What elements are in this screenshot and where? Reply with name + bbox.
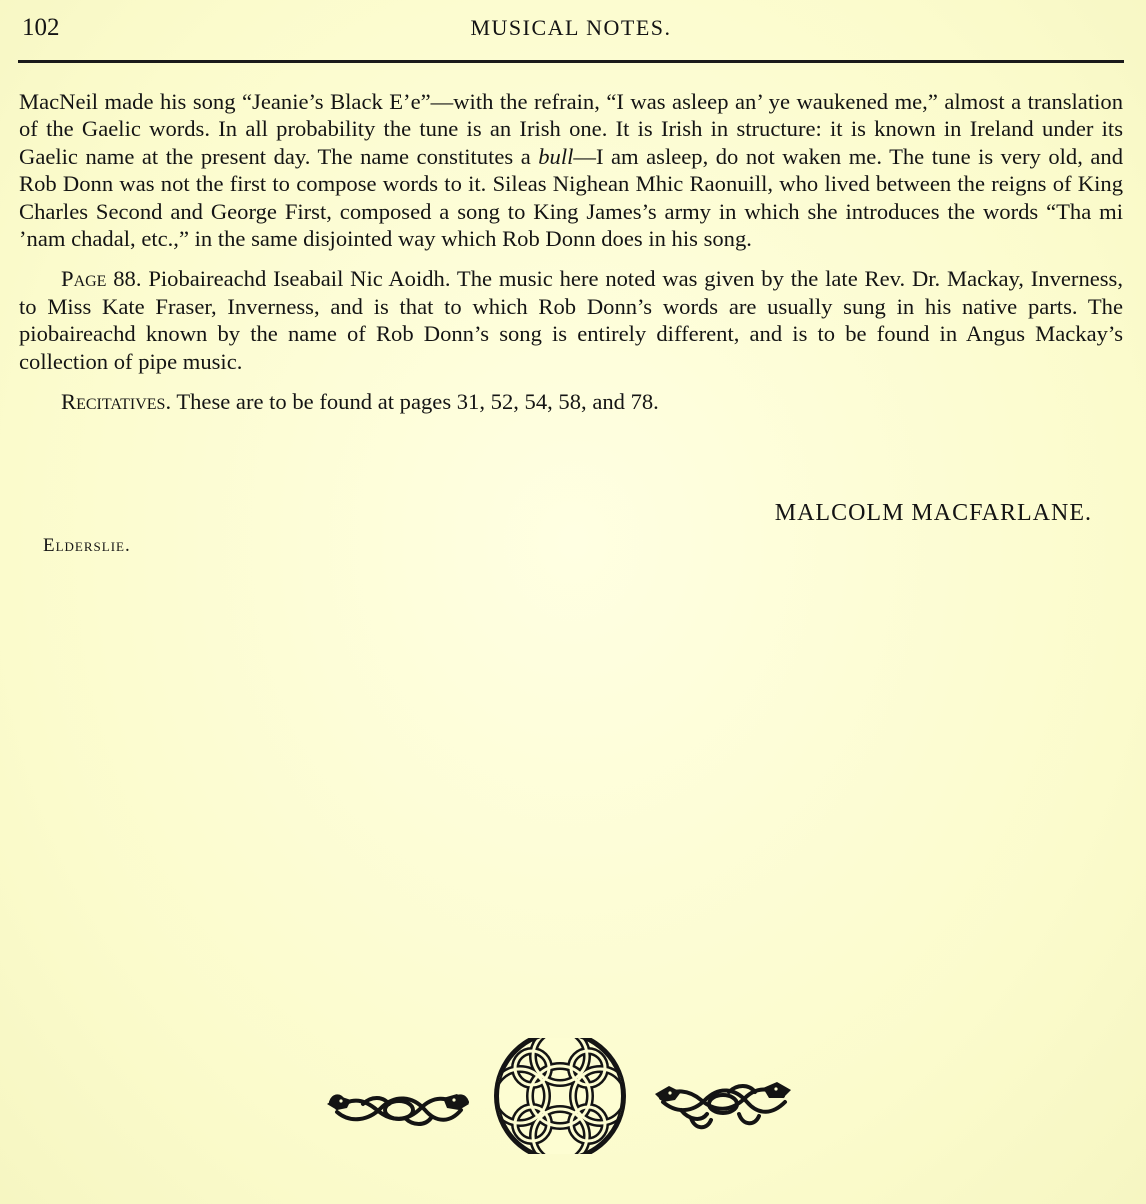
paragraph-text: MacNeil made his song “Jeanie’s Black E’e”—with the refrain, “I was asleep an’ ye waukened me,” almost a translation of the Gaelic words. In all probability the tune is an Irish one. It is Irish in structure: it is known in Ireland under its Gaelic name at the present day. The name constitutes a: [19, 89, 1123, 169]
celtic-roundel-icon: [493, 1038, 627, 1154]
paragraph-recitatives: [19, 388, 1123, 415]
paragraph-lead: Page 88.: [61, 266, 142, 292]
page-header: [18, 12, 1124, 46]
running-title: MUSICAL NOTES.: [470, 15, 672, 40]
place-line: Elderslie.: [43, 535, 131, 556]
italic-term: bull: [538, 143, 574, 169]
author-signature: MALCOLM MACFARLANE.: [774, 500, 1092, 526]
paragraph-text: These are to be found at pages 31, 52, 54, 58, and 78.: [171, 389, 659, 415]
paragraph-text: —I am asleep, do not waken me. The tune is very old, and Rob Donn was not the first to compose words to it. Sileas Nighean Mhic Raonuill, who lived between the reigns of King Charles Second and George First, composed a song to King James’s army in which she introduces the words “Tha mi ’nam chadal, etc.,” in the same disjointed way which Rob Donn does in his song.: [19, 143, 1123, 252]
paragraph-lead: Recitatives.: [61, 389, 172, 415]
header-rule: [18, 60, 1124, 63]
page-number: 102: [22, 14, 60, 41]
body-text: [19, 88, 1123, 415]
paragraph-macneil: [19, 88, 1123, 252]
paragraph-text: Piobaireachd Iseabail Nic Aoidh. The music here noted was given by the late Rev. Dr. Mackay, Inverness, to Miss Kate Fraser, Inverness, and is that to which Rob Donn’s words are usually sung in his native parts. The piobaireachd known by the name of Rob Donn’s song is entirely different, and is to be found in Angus Mackay’s collection of pipe music.: [19, 266, 1124, 374]
celtic-knot-tailpiece-icon: [325, 1038, 795, 1154]
paragraph-page-88: [19, 265, 1123, 375]
